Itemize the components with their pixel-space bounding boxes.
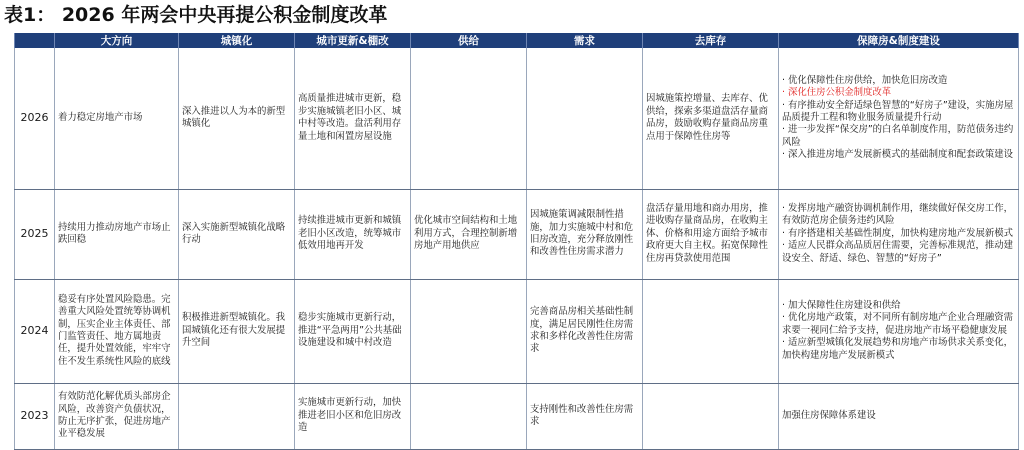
table-title: 表1： 2026 年两会中央再提公积金制度改革	[4, 4, 388, 26]
table-row	[15, 279, 1019, 383]
security-line: 加强住房保障体系建设	[782, 409, 876, 421]
supply-cell: 优化城市空间结构和土地利用方式，合理控制新增房地产用地供应	[411, 189, 527, 279]
security-line: · 优化保障性住房供给，加快危旧房改造	[782, 74, 948, 86]
security-line: · 有序推动安全舒适绿色智慧的“好房子”建设，实施房屋品质提升工程和物业服务质量提升行动	[782, 99, 1014, 124]
direction-cell: 着力稳定房地产市场	[55, 48, 179, 189]
table-row	[15, 383, 1019, 449]
security-line: · 有序搭建相关基础性制度，加快构建房地产发展新模式	[782, 227, 1013, 239]
header-renewal: 城市更新&棚改	[295, 33, 411, 48]
header-row	[15, 33, 1019, 48]
security-cell	[779, 279, 1019, 383]
table-row	[15, 189, 1019, 279]
year-cell: 2026	[15, 48, 55, 189]
demand-cell: 支持刚性和改善性住房需求	[527, 383, 643, 449]
header-urbanization: 城镇化	[179, 33, 295, 48]
year-cell: 2024	[15, 279, 55, 383]
renewal-cell: 持续推进城市更新和城镇老旧小区改造，统筹城市低效用地再开发	[295, 189, 411, 279]
renewal-cell: 稳步实施城市更新行动，推进“平急两用”公共基础设施建设和城中村改造	[295, 279, 411, 383]
policy-table	[14, 33, 1019, 450]
destock-cell: 因城施策控增量、去库存、优供给，探索多渠道盘活存量商品房，鼓励收购存量商品房重点用于保障性住房等	[643, 48, 779, 189]
security-line: · 适应新型城镇化发展趋势和房地产市场供求关系变化，加快构建房地产发展新模式	[782, 337, 1013, 361]
urbanization-cell: 积极推进新型城镇化。我国城镇化还有很大发展提升空间	[179, 279, 295, 383]
direction-cell: 持续用力推动房地产市场止跌回稳	[55, 189, 179, 279]
security-line: · 深入推进房地产发展新模式的基础制度和配套政策建设	[782, 149, 1013, 161]
security-line: · 优化房地产政策，对不同所有制房地产企业合理融资需求要一视同仁给予支持，促进房地产市场平稳健康发展	[782, 312, 1013, 336]
urbanization-cell	[179, 383, 295, 449]
demand-cell: 完善商品房相关基础性制度，满足居民刚性住房需求和多样化改善性住房需求	[527, 279, 643, 383]
header-year	[15, 33, 55, 48]
destock-cell: 盘活存量用地和商办用房，推进收购存量商品房，在收购主体、价格和用途方面给予城市政府更大自主权。拓宽保障性住房再贷款使用范围	[643, 189, 779, 279]
year-cell: 2025	[15, 189, 55, 279]
demand-cell: 因城施策调减限制性措施，加力实施城中村和危旧房改造，充分释放刚性和改善性住房需求潜力	[527, 189, 643, 279]
security-line: · 发挥房地产融资协调机制作用，继续做好保交房工作，有效防范房企债务违约风险	[782, 202, 1013, 227]
supply-cell	[411, 48, 527, 189]
supply-cell	[411, 279, 527, 383]
direction-cell: 有效防范化解优质头部房企风险，改善资产负债状况，防止无序扩张，促进房地产业平稳发展	[55, 383, 179, 449]
header-destock: 去库存	[643, 33, 779, 48]
header-security: 保障房&制度建设	[779, 33, 1019, 48]
year-cell: 2023	[15, 383, 55, 449]
header-demand: 需求	[527, 33, 643, 48]
security-line: · 加大保障性住房建设和供给	[782, 299, 901, 311]
renewal-cell: 实施城市更新行动，加快推进老旧小区和危旧房改造	[295, 383, 411, 449]
security-cell	[779, 189, 1019, 279]
security-cell	[779, 383, 1019, 449]
header-direction: 大方向	[55, 33, 179, 48]
urbanization-cell: 深入推进以人为本的新型城镇化	[179, 48, 295, 189]
table-row	[15, 48, 1019, 189]
demand-cell	[527, 48, 643, 189]
destock-cell	[643, 279, 779, 383]
renewal-cell: 高质量推进城市更新，稳步实施城镇老旧小区、城中村等改造。盘活利用存量土地和闲置房屋设施	[295, 48, 411, 189]
urbanization-cell: 深入实施新型城镇化战略行动	[179, 189, 295, 279]
security-line: · 进一步发挥“保交房”的白名单制度作用，防范债务违约风险	[782, 124, 1014, 148]
header-supply: 供给	[411, 33, 527, 48]
destock-cell	[643, 383, 779, 449]
security-line: · 适应人民群众高品质居住需要，完善标准规范，推动建设安全、舒适、绿色、智慧的“好房子”	[782, 240, 1013, 264]
security-cell	[779, 48, 1019, 189]
supply-cell	[411, 383, 527, 449]
direction-cell: 稳妥有序处置风险隐患。完善重大风险处置统筹协调机制，压实企业主体责任、部门监管责任、地方属地责任，提升处置效能，牢牢守住不发生系统性风险的底线	[55, 279, 179, 383]
security-line-highlight: · 深化住房公积金制度改革	[782, 87, 892, 99]
